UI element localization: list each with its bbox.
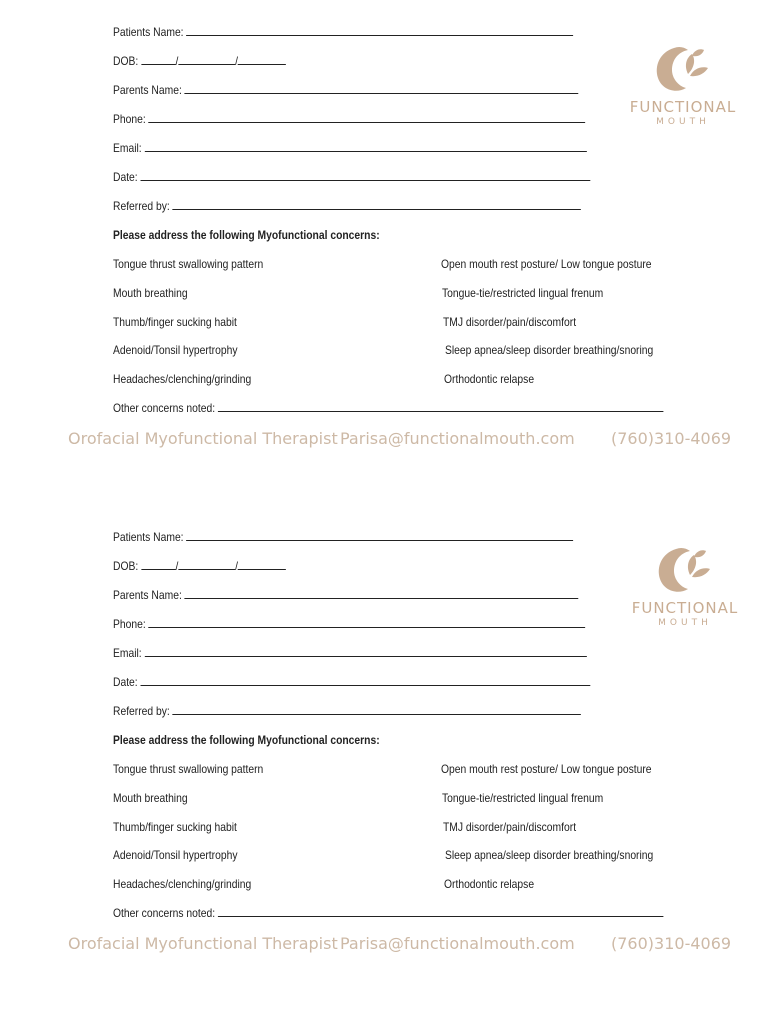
dob-label: DOB: [113,54,139,68]
parents-name-field[interactable] [113,587,579,603]
dob-year-line[interactable] [238,558,286,570]
dob-day-line[interactable] [178,558,235,570]
logo-subword: MOUTH [656,117,710,127]
other-concerns-field[interactable] [113,905,663,921]
leaf-face-logo-icon [650,545,720,597]
footer-email: Parisa@functionalmouth.com [340,429,575,448]
footer-phone: (760)310-4069 [611,934,732,953]
dob-month-line[interactable] [141,558,175,570]
concern-item: Tongue-tie/restricted lingual frenum [442,286,604,300]
patients-name-label: Patients Name: [113,530,184,544]
concern-item: Open mouth rest posture/ Low tongue posture [441,257,652,271]
email-label: Email: [113,141,142,155]
concern-item: Tongue thrust swallowing pattern [113,762,264,776]
parents-name-line[interactable] [185,82,579,94]
footer-phone: (760)310-4069 [611,429,732,448]
date-label: Date: [113,675,138,689]
referred-by-field[interactable] [113,198,581,214]
concern-item: Thumb/finger sucking habit [113,820,237,834]
dob-month-line[interactable] [141,53,175,65]
parents-name-label: Parents Name: [113,83,182,97]
patients-name-field[interactable] [113,529,573,545]
dob-year-line[interactable] [238,53,286,65]
concerns-heading: Please address the following Myofunctional concerns: [113,733,380,747]
logo-word: FUNCTIONAL [629,98,737,116]
dob-label: DOB: [113,559,139,573]
dob-separator: / [235,54,239,68]
dob-field[interactable] [113,558,286,574]
parents-name-line[interactable] [185,587,579,599]
functional-mouth-logo [618,44,748,154]
concern-item: Thumb/finger sucking habit [113,315,237,329]
concerns-heading: Please address the following Myofunctional concerns: [113,228,380,242]
date-field[interactable] [113,674,590,690]
concern-item: Adenoid/Tonsil hypertrophy [113,848,238,862]
parents-name-label: Parents Name: [113,588,182,602]
other-concerns-line[interactable] [218,905,663,917]
concern-item: TMJ disorder/pain/discomfort [443,820,577,834]
dob-field[interactable] [113,53,286,69]
phone-field[interactable] [113,616,585,632]
concern-item: Sleep apnea/sleep disorder breathing/snoring [445,343,654,357]
concern-item: Open mouth rest posture/ Low tongue posture [441,762,652,776]
parents-name-field[interactable] [113,82,579,98]
concern-item: Orthodontic relapse [444,372,535,386]
concern-item: Orthodontic relapse [444,877,535,891]
footer-title: Orofacial Myofunctional Therapist [68,429,338,448]
logo-subword: MOUTH [658,618,712,628]
patients-name-label: Patients Name: [113,25,184,39]
concern-item: Sleep apnea/sleep disorder breathing/snoring [445,848,654,862]
dob-day-line[interactable] [178,53,235,65]
date-label: Date: [113,170,138,184]
concern-item: Headaches/clenching/grinding [113,877,252,891]
concern-item: Mouth breathing [113,286,188,300]
date-line[interactable] [141,674,591,686]
other-concerns-field[interactable] [113,400,663,416]
date-field[interactable] [113,169,590,185]
email-line[interactable] [145,645,587,657]
referred-by-field[interactable] [113,703,581,719]
other-concerns-line[interactable] [218,400,663,412]
concern-item: Mouth breathing [113,791,188,805]
referred-by-label: Referred by: [113,199,170,213]
patients-name-line[interactable] [186,24,573,36]
referred-by-label: Referred by: [113,704,170,718]
footer-email: Parisa@functionalmouth.com [340,934,575,953]
concern-item: TMJ disorder/pain/discomfort [443,315,577,329]
leaf-face-logo-icon [648,44,718,96]
concern-item: Adenoid/Tonsil hypertrophy [113,343,238,357]
email-label: Email: [113,646,142,660]
concern-item: Headaches/clenching/grinding [113,372,252,386]
email-field[interactable] [113,140,587,156]
other-concerns-label: Other concerns noted: [113,401,216,415]
dob-separator: / [235,559,239,573]
patients-name-field[interactable] [113,24,573,40]
phone-line[interactable] [149,111,586,123]
dob-separator: / [175,559,179,573]
referred-by-line[interactable] [173,703,581,715]
phone-line[interactable] [149,616,586,628]
intake-form-2 [0,523,770,963]
logo-word: FUNCTIONAL [631,599,739,617]
phone-label: Phone: [113,112,146,126]
date-line[interactable] [141,169,591,181]
dob-separator: / [175,54,179,68]
footer-title: Orofacial Myofunctional Therapist [68,934,338,953]
concern-item: Tongue-tie/restricted lingual frenum [442,791,604,805]
other-concerns-label: Other concerns noted: [113,906,216,920]
intake-form-1 [0,18,770,458]
email-line[interactable] [145,140,587,152]
email-field[interactable] [113,645,587,661]
patients-name-line[interactable] [186,529,573,541]
functional-mouth-logo [620,545,750,655]
phone-field[interactable] [113,111,585,127]
referred-by-line[interactable] [173,198,581,210]
phone-label: Phone: [113,617,146,631]
concern-item: Tongue thrust swallowing pattern [113,257,264,271]
